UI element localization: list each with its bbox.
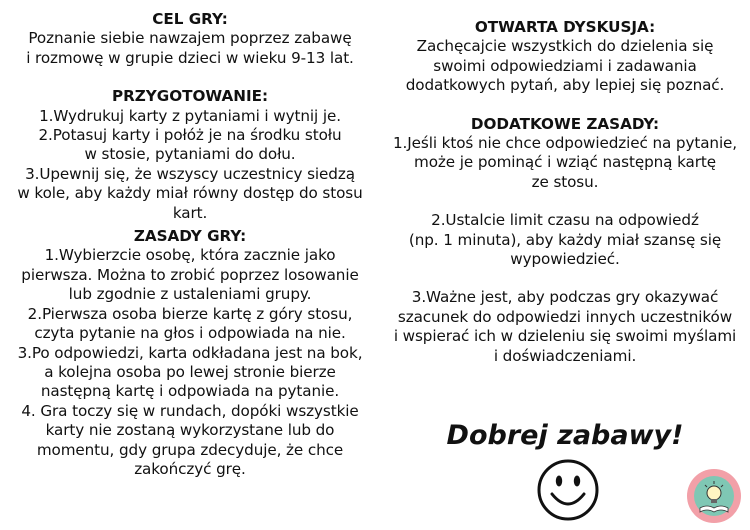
left-column [8, 10, 372, 479]
rules-line: następną kartę i odpowiada na pytanie. [40, 382, 340, 401]
goal-heading: CEL GRY: [152, 10, 228, 28]
smiley-face-icon [536, 458, 600, 522]
rules-line: czyta pytanie na głos i odpowiada na nie. [34, 324, 346, 343]
rules-line: momentu, gdy grupa zdecyduje, że chce [36, 440, 344, 459]
prep-line: 2.Potasuj karty i połóż je na środku stołu [38, 126, 342, 145]
rules-line: a kolejna osoba po lewej stronie bierze [44, 362, 336, 381]
discussion-line: swoimi odpowiedziami i zadawania [433, 56, 697, 75]
rules-line: 1.Wybierzcie osobę, która zacznie jako [44, 246, 336, 265]
discussion-heading: OTWARTA DYSKUSJA: [474, 18, 656, 36]
extra-rule-line: 2.Ustalcie limit czasu na odpowiedź [431, 211, 699, 230]
prep-heading: PRZYGOTOWANIE: [111, 87, 269, 106]
extra-rule-line: wypowiedzieć. [510, 250, 620, 269]
extra-rule-line: (np. 1 minuta), aby każdy miał szansę się [408, 230, 722, 249]
prep-line: w kole, aby każdy miał równy dostęp do stosu [17, 184, 363, 203]
extra-rule-line: 1.Jeśli ktoś nie chce odpowiedzieć na pytanie, [392, 134, 738, 153]
rules-line: 4. Gra toczy się w rundach, dopóki wszystkie [21, 401, 359, 420]
rules-line: pierwsza. Można to zrobić poprzez losowanie [21, 265, 359, 284]
discussion-line: dodatkowych pytań, aby lepiej się poznać. [405, 76, 725, 95]
rules-line: karty nie zostaną wykorzystane lub do [45, 421, 335, 440]
closing-text: Dobrej zabawy! [446, 420, 684, 451]
lightbulb-book-logo-icon [686, 468, 742, 524]
rules-line: zakończyć grę. [134, 459, 246, 478]
right-column [384, 18, 746, 366]
rules-heading: ZASADY GRY: [133, 227, 247, 246]
extra-rule-line: i wspierać ich w dzieleniu się swoimi myślami [393, 327, 737, 346]
rules-line: 2.Pierwsza osoba bierze kartę z góry stosu, [27, 304, 353, 323]
extra-rule-line: może je pominąć i wziąć następną kartę [414, 153, 716, 172]
extra-rule-line: szacunek do odpowiedzi innych uczestników [397, 307, 733, 326]
prep-line: w stosie, pytaniami do dołu. [84, 145, 296, 164]
prep-line: 3.Upewnij się, że wszyscy uczestnicy siedzą [25, 164, 355, 183]
extra-rule-line: 3.Ważne jest, aby podczas gry okazywać [411, 288, 719, 307]
rules-line: lub zgodnie z ustaleniami grupy. [68, 285, 312, 304]
extra-rule-line: ze stosu. [531, 172, 599, 191]
prep-line: kart. [172, 203, 208, 222]
prep-line: 1.Wydrukuj karty z pytaniami i wytnij je. [39, 106, 341, 125]
goal-line: Poznanie siebie nawzajem poprzez zabawę [28, 29, 352, 48]
goal-line: i rozmowę w grupie dzieci w wieku 9-13 lat. [26, 48, 354, 67]
extra-rules-heading: DODATKOWE ZASADY: [470, 114, 660, 133]
extra-rule-line: i doświadczeniami. [493, 346, 637, 365]
rules-line: 3.Po odpowiedzi, karta odkładana jest na bok, [17, 343, 363, 362]
discussion-line: Zachęcajcie wszystkich do dzielenia się [416, 37, 714, 56]
